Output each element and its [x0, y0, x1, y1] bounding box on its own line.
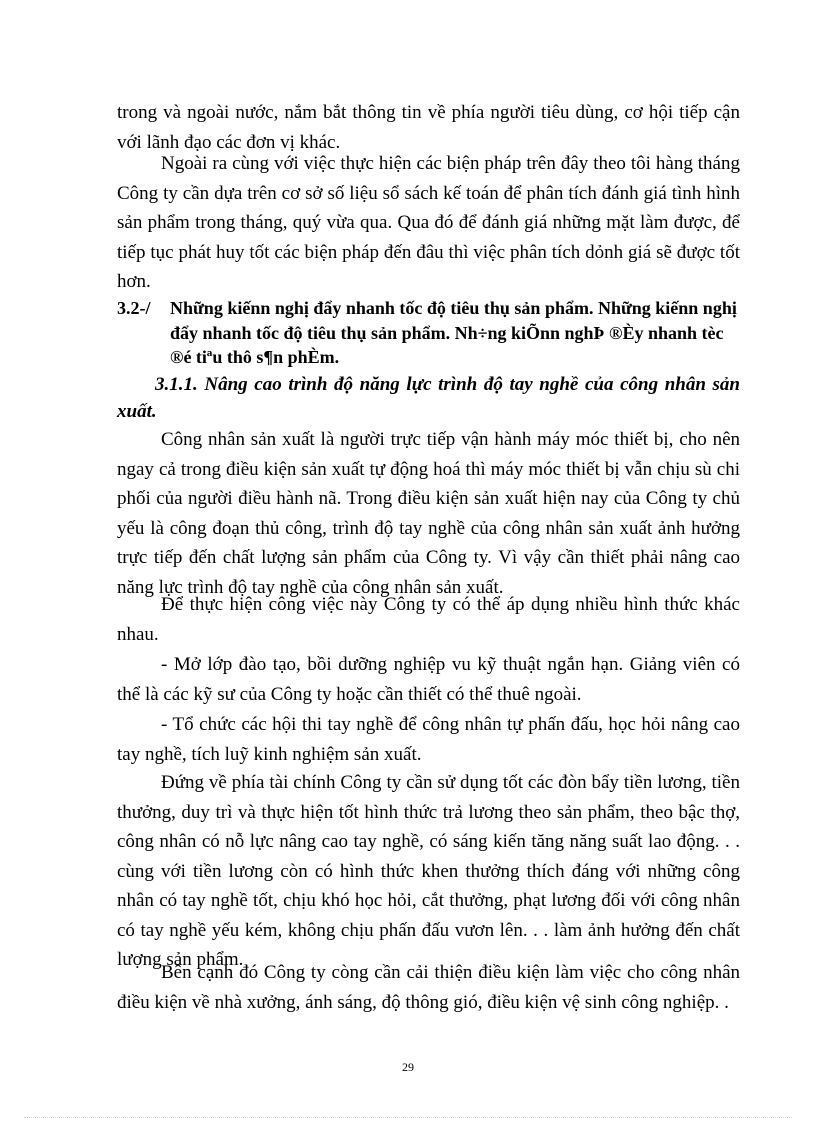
paragraph-6: - Tổ chức các hội thi tay nghề để công nhân tự phấn đấu, học hỏi nâng cao tay nghề, tích luỹ kinh nghiệm sản xuất. [117, 714, 740, 765]
page-number: 29 [402, 1060, 414, 1074]
paragraph-8: Bên cạnh đó Công ty còng cần cải thiện điều kiện làm việc cho công nhân điều kiện về nhà xưởng, ánh sáng, độ thông gió, điều kiện vệ sinh công nghiệp. . [117, 962, 740, 1013]
section-number: 3.2-/ [117, 298, 151, 318]
page-bottom-border [24, 1117, 792, 1118]
subsection-heading: 3.1.1. Nâng cao trình độ năng lực trình độ tay nghề của công nhân sản xuất. [117, 374, 740, 422]
paragraph-5: - Mở lớp đào tạo, bồi dưỡng nghiệp vu kỹ thuật ngắn hạn. Giảng viên có thể là các kỹ sư của Công ty hoặc cần thiết có thể thuê ngoài. [117, 654, 740, 705]
paragraph-7: Đứng về phía tài chính Công ty cần sử dụng tốt các đòn bẩy tiền lương, tiền thưởng, duy trì và thực hiện tốt hình thức trả lương theo sản phẩm, theo bậc thợ, công nhân có nỗ lực nâng cao tay nghề, có sáng kiến tăng năng suất lao động. . . cùng với tiền lương còn có hình thức khen thưởng thích đáng với những công nhân có tay nghề tốt, chịu khó học hỏi, cắt thưởng, phạt lương đối với công nhân có tay nghề yếu kém, không chịu phấn đấu vươn lên. . . làm ảnh hưởng đến chất lượng sản phẩm. [117, 772, 740, 970]
paragraph-2: Ngoài ra cùng với việc thực hiện các biện pháp trên đây theo tôi hàng tháng Công ty cần dựa trên cơ sở số liệu sổ sách kế toán để phân tích đánh giá tình hình sản phẩm trong tháng, quý vừa qua. Qua đó để đánh giá những mặt làm được, để tiếp tục phát huy tốt các biện pháp đến đâu thì việc phân tích dỏnh giá sẽ được tốt hơn. [117, 153, 740, 292]
section-heading [117, 296, 740, 370]
section-title: Những kiếnn nghị đẩy nhanh tốc độ tiêu thụ sản phẩm. Những kiếnn nghị đẩy nhanh tốc độ tiêu thụ sản phẩm. Nh÷ng kiÕnn nghÞ ®Èy nhanh tèc ®é tiªu thô s¶n phÈm. [170, 298, 737, 367]
paragraph-1: trong và ngoài nước, nắm bắt thông tin về phía người tiêu dùng, cơ hội tiếp cận với lãnh đạo các đơn vị khác. [117, 102, 740, 153]
paragraph-3: Công nhân sản xuất là người trực tiếp vận hành máy móc thiết bị, cho nên ngay cả trong điều kiện sản xuất tự động hoá thì máy móc thiết bị vẫn chịu sù chi phối của người điều hành nã. Trong điều kiện sản xuất hiện nay của Công ty chủ yếu là công đoạn thủ công, trình độ tay nghề của công nhân sản xuất ảnh hưởng trực tiếp đến chất lượng sản phẩm của Công ty. Vì vậy cần thiết phải nâng cao năng lực trình độ tay nghề của công nhân sản xuất. [117, 429, 740, 598]
paragraph-4: Để thực hiện công việc này Công ty có thể áp dụng nhiều hình thức khác nhau. [117, 594, 740, 645]
